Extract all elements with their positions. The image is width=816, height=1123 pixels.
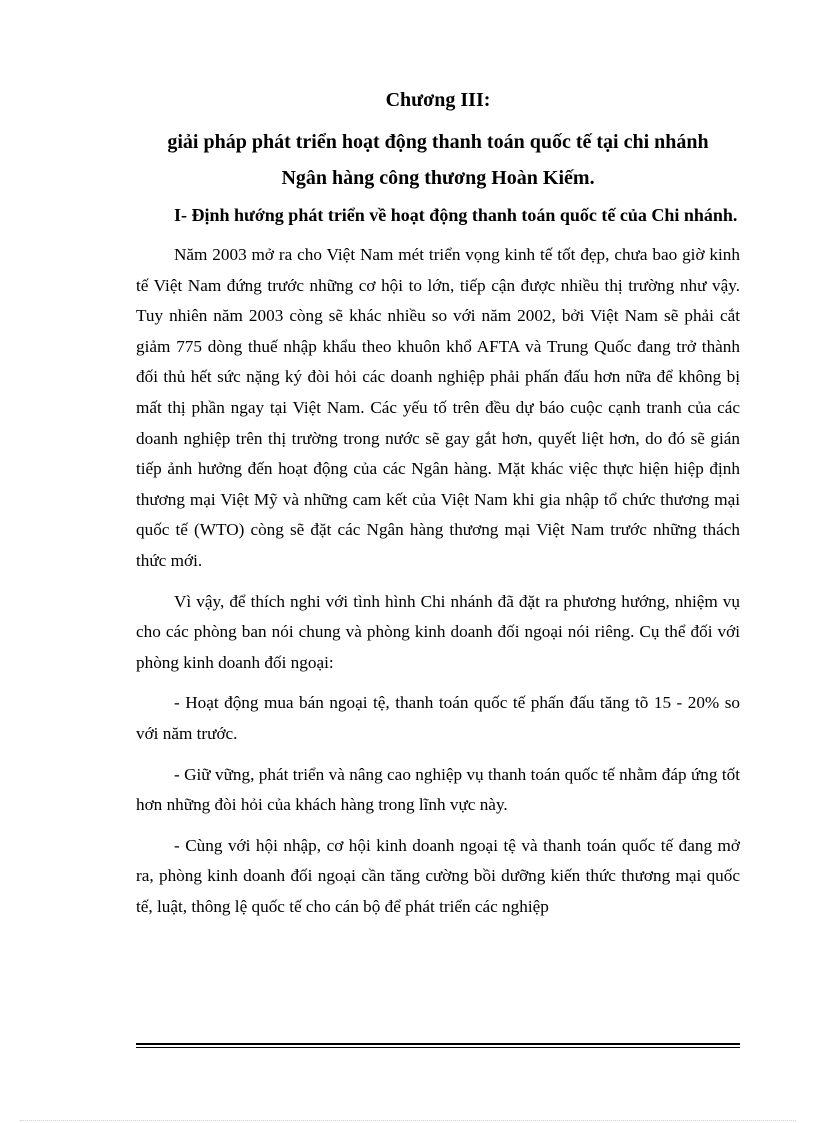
chapter-subtitle-line-1: giải pháp phát triển hoạt động thanh toán quốc tế tại chi nhánh [167, 131, 709, 153]
bullet-foreign-exchange: - Hoạt động mua bán ngoại tệ, thanh toán quốc tế phấn đấu tăng tõ 15 - 20% so với năm trước. [136, 693, 740, 743]
paragraph-tasks: Vì vậy, để thích nghi với tình hình Chi nhánh đã đặt ra phương hướng, nhiệm vụ cho các phòng ban nói chung và phòng kinh doanh đối ngoại nói riêng. Cụ thể đối với phòng kinh doanh đối ngoại: [136, 591, 740, 672]
page-bottom-edge [20, 1120, 796, 1121]
bullet-payment-services: - Giữ vững, phát triển và nâng cao nghiệp vụ thanh toán quốc tế nhằm đáp ứng tốt hơn những đòi hỏi của khách hàng trong lĩnh vực này. [136, 764, 740, 815]
section-heading: I- Định hướng phát triển về hoạt động thanh toán quốc tế của Chi nhánh. [174, 205, 738, 225]
bullet-staff-training: - Cùng với hội nhập, cơ hội kinh doanh ngoại tệ và thanh toán quốc tế đang mở ra, phòng kinh doanh đối ngoại cần tăng cường bồi dưỡng kiến thức thương mại quốc tế, luật, thông lệ quốc tế cho cán bộ để phát triển các nghiệp [136, 835, 740, 916]
chapter-subtitle [136, 124, 740, 196]
paragraph-intro: Năm 2003 mở ra cho Việt Nam mét triển vọng kinh tế tốt đẹp, chưa bao giờ kinh tế Việt Nam đứng trước những cơ hội to lớn, tiếp cận được nhiều thị trường như vậy. Tuy nhiên năm 2003 còng sẽ khác nhiều so với năm 2002, bởi Việt Nam sẽ phải cắt giảm 775 dòng thuế nhập khẩu theo khuôn khổ AFTA và Trung Quốc đang trở thành đối thủ hết sức nặng ký đòi hỏi các doanh nghiệp phải phấn đấu hơn nữa để không bị mất thị phần ngay tại Việt Nam. Các yếu tố trên đều dự báo cuộc cạnh tranh của các doanh nghiệp trên thị trường trong nước sẽ gay gắt hơn, quyết liệt hơn, do đó sẽ gián tiếp ảnh hưởng đến hoạt động của các Ngân hàng. Mặt khác việc thực hiện hiệp định thương mại Việt Mỹ và những cam kết của Việt Nam khi gia nhập tổ chức thương mại quốc tế (WTO) còng sẽ đặt các Ngân hàng thương mại Việt Nam trước những thách thức mới. [136, 245, 740, 570]
chapter-title: Chương III: [385, 89, 491, 111]
footer-double-rule [136, 1043, 740, 1048]
page-content [136, 84, 740, 932]
chapter-subtitle-line-2: Ngân hàng công thương Hoàn Kiếm. [281, 167, 595, 189]
